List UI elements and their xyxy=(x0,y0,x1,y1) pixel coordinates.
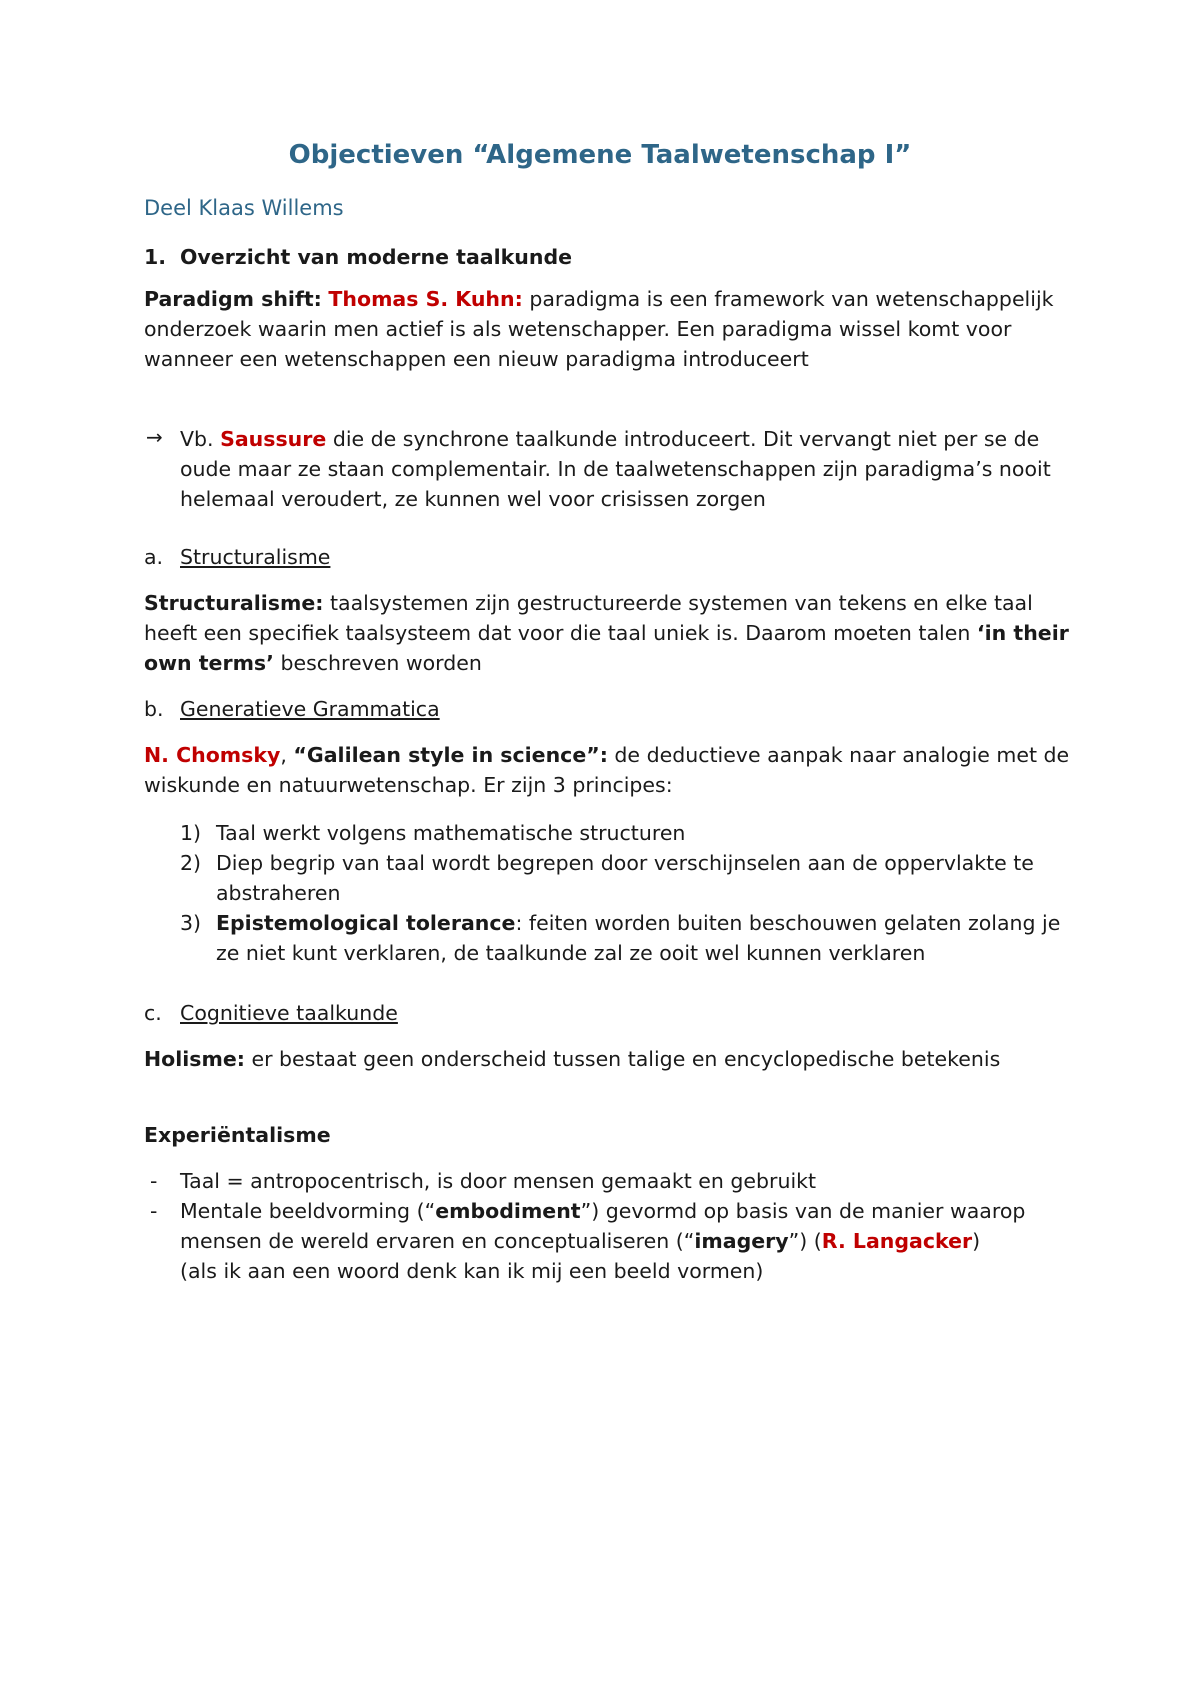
holism-paragraph xyxy=(144,1044,1074,1074)
structuralism-paragraph xyxy=(144,588,1074,678)
bullet-text: Taal = antropocentrisch, is door mensen gemaakt en gebruikt xyxy=(180,1169,817,1193)
principle-text: : feiten worden buiten beschouwen gelaten zolang je ze niet kunt verklaren, de taalkunde zal ze ooit wel kunnen verklaren xyxy=(216,911,1061,965)
bullet-item xyxy=(180,1196,1070,1286)
principle-number: 2) xyxy=(180,851,202,875)
section-a-marker: a. xyxy=(144,545,164,569)
holism-term: Holisme: xyxy=(144,1047,245,1071)
section-a-heading xyxy=(144,542,330,572)
kuhn-name: Thomas S. Kuhn: xyxy=(328,287,523,311)
principle-item xyxy=(216,848,1076,908)
principle-text: Diep begrip van taal wordt begrepen door verschijnselen aan de oppervlakte te abstraheren xyxy=(216,851,1034,905)
bullet-text: Mentale beeldvorming (“ xyxy=(180,1199,436,1223)
holism-text: er bestaat geen onderscheid tussen talige en encyclopedische betekenis xyxy=(244,1047,1001,1071)
chomsky-name: N. Chomsky xyxy=(144,743,281,767)
saussure-name: Saussure xyxy=(220,427,327,451)
paradigm-paragraph xyxy=(144,284,1074,374)
paradigm-text: paradigma is een framework van wetenschappelijk onderzoek waarin men actief is als wetenschapper. Een paradigma wissel komt voor wanneer een wetenschappen een nieuw paradigma introduceert xyxy=(144,287,1054,371)
section-c-marker: c. xyxy=(144,1001,162,1025)
section-b-heading xyxy=(144,694,440,724)
own-terms-quote: ‘in their own terms’ xyxy=(144,621,1069,675)
principle-item xyxy=(216,818,1076,848)
imagery-term: imagery xyxy=(694,1229,789,1253)
subtitle: Deel Klaas Willems xyxy=(144,196,344,220)
langacker-name: R. Langacker xyxy=(821,1229,973,1253)
bullet-text: ”) gevormd op basis van de manier waarop mensen de wereld ervaren en conceptualiseren (“ xyxy=(180,1199,1026,1253)
experientialism-heading: Experiëntalisme xyxy=(144,1123,331,1147)
chomsky-comma: , xyxy=(280,743,294,767)
principle-text: Taal werkt volgens mathematische structuren xyxy=(216,821,686,845)
principle-number: 3) xyxy=(180,911,202,935)
section-1-heading xyxy=(144,242,572,272)
section-c-heading xyxy=(144,998,398,1028)
section-1-title: Overzicht van moderne taalkunde xyxy=(180,245,573,269)
paradigm-label: Paradigm shift: xyxy=(144,287,322,311)
bullet-note: (als ik aan een woord denk kan ik mij een beeld vormen) xyxy=(180,1259,764,1283)
saussure-example xyxy=(180,424,1070,514)
page-title: Objectieven “Algemene Taalwetenschap I” xyxy=(288,140,912,170)
section-b-title: Generatieve Grammatica xyxy=(180,697,440,721)
principle-item xyxy=(216,908,1076,968)
principle-bold: Epistemological tolerance xyxy=(216,911,516,935)
section-1-number: 1. xyxy=(144,245,167,269)
principle-number: 1) xyxy=(180,821,202,845)
arrow-icon: → xyxy=(146,425,163,449)
chomsky-paragraph xyxy=(144,740,1074,800)
bullet-text: ”) ( xyxy=(788,1229,822,1253)
bullet-text: ) xyxy=(972,1229,981,1253)
example-text: die de synchrone taalkunde introduceert. Dit vervangt niet per se de oude maar ze staan complementair. In de taalwetenschappen zijn paradigma’s nooit helemaal veroudert, ze kunnen wel voor crisissen zorgen xyxy=(180,427,1051,511)
chomsky-text: de deductieve aanpak naar analogie met de wiskunde en natuurwetenschap. Er zijn 3 principes: xyxy=(144,743,1070,797)
structuralism-text: taalsystemen zijn gestructureerde systemen van tekens en elke taal heeft een specifiek taalsysteem dat voor die taal uniek is. Daarom moeten talen xyxy=(144,591,1033,645)
structuralism-text-end: beschreven worden xyxy=(273,651,482,675)
structuralism-term: Structuralisme: xyxy=(144,591,324,615)
example-prefix: Vb. xyxy=(180,427,221,451)
bullet-marker: - xyxy=(150,1199,158,1223)
section-a-title: Structuralisme xyxy=(180,545,331,569)
bullet-item xyxy=(180,1166,1070,1196)
galilean-quote: “Galilean style in science”: xyxy=(293,743,608,767)
section-b-marker: b. xyxy=(144,697,164,721)
embodiment-term: embodiment xyxy=(435,1199,581,1223)
bullet-marker: - xyxy=(150,1169,158,1193)
section-c-title: Cognitieve taalkunde xyxy=(180,1001,398,1025)
